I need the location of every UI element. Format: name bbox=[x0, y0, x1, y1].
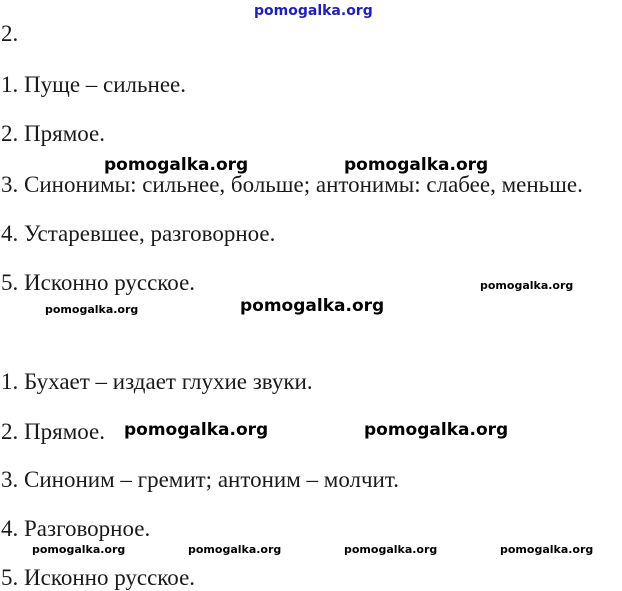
watermark: pomogalka.org bbox=[32, 543, 126, 556]
watermark: pomogalka.org bbox=[240, 296, 385, 316]
answer-line-1-5: 5. Исконно русское. bbox=[1, 270, 196, 295]
task-number: 2. bbox=[1, 21, 19, 46]
watermark: pomogalka.org bbox=[364, 420, 509, 440]
watermark: pomogalka.org bbox=[500, 543, 594, 556]
answer-line-1-1: 1. Пуще – сильнее. bbox=[1, 72, 186, 97]
answer-line-2-4: 4. Разговорное. bbox=[1, 516, 151, 541]
answer-line-1-2: 2. Прямое. bbox=[1, 121, 105, 146]
answer-line-2-5: 5. Исконно русское. bbox=[1, 565, 196, 590]
watermark: pomogalka.org bbox=[104, 155, 249, 175]
answer-line-2-1: 1. Бухает – издает глухие звуки. bbox=[1, 369, 313, 394]
watermark: pomogalka.org bbox=[480, 279, 574, 292]
answer-line-1-3: 3. Синонимы: сильнее, больше; антонимы: слабее, меньше. bbox=[1, 172, 583, 197]
watermark: pomogalka.org bbox=[344, 543, 438, 556]
answer-line-2-3: 3. Синоним – гремит; антоним – молчит. bbox=[1, 467, 399, 492]
answer-line-2-2: 2. Прямое. bbox=[1, 419, 105, 444]
answer-line-1-4: 4. Устаревшее, разговорное. bbox=[1, 221, 276, 246]
watermark: pomogalka.org bbox=[124, 420, 269, 440]
watermark-top: pomogalka.org bbox=[254, 3, 373, 19]
watermark: pomogalka.org bbox=[45, 303, 139, 316]
watermark: pomogalka.org bbox=[344, 155, 489, 175]
watermark: pomogalka.org bbox=[188, 543, 282, 556]
